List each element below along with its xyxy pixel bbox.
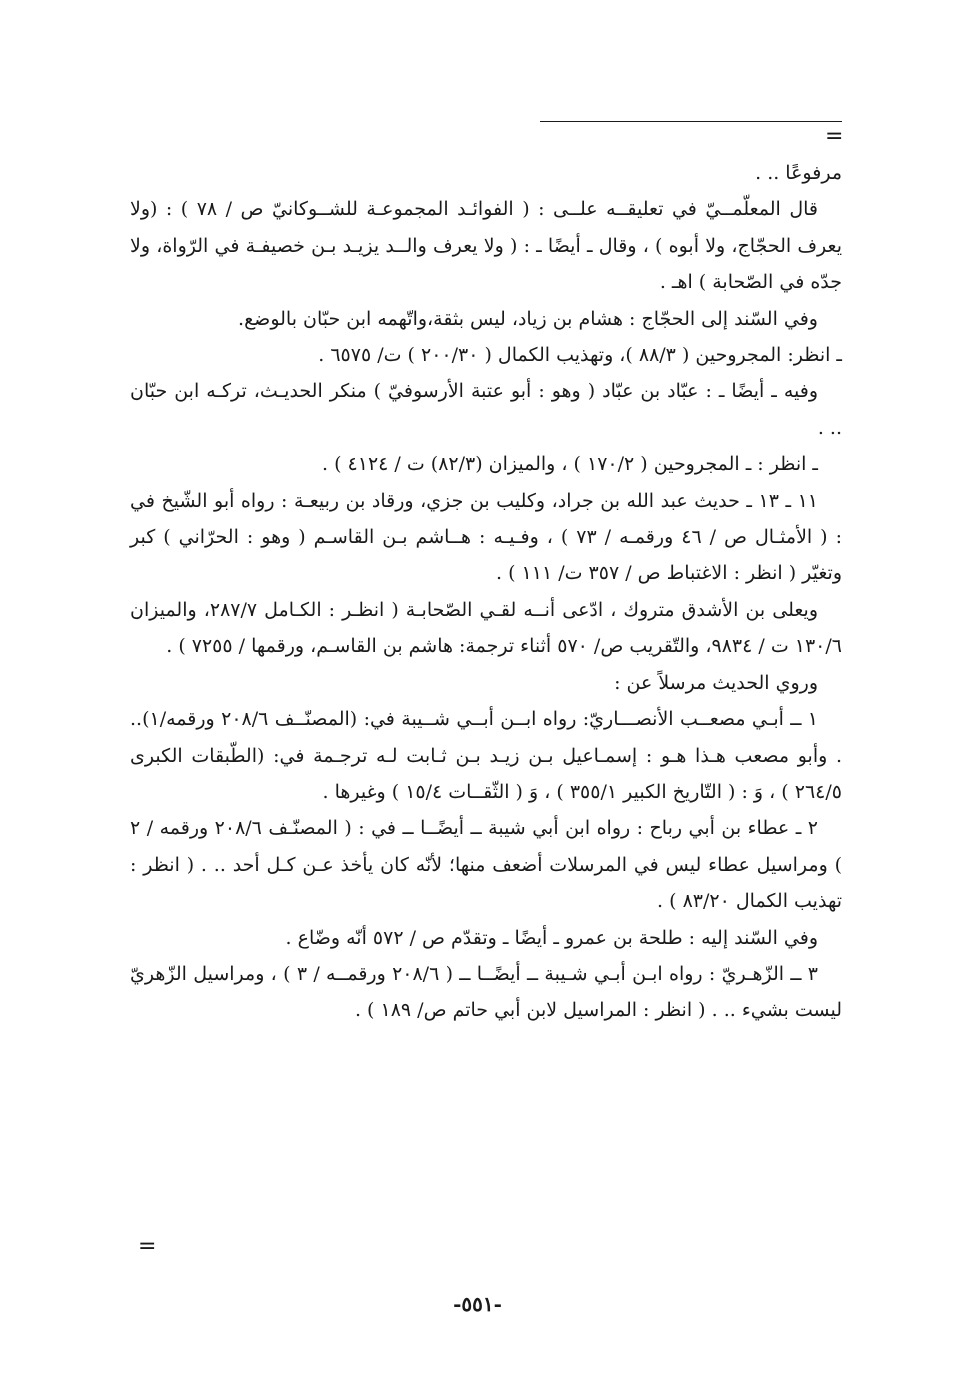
paragraph: قال المعلّمــيّ في تعليقــه علــى : ( الفوائـد المجموعـة للشــوكانيّ ص / ٧٨ ) : (ولا يعرف الحجّاج، ولا أبوه ) ، وقال ـ أيضًا ـ : ( ولا يعرف والــد يزيـد بـن خصيفـة في الرّواة، ولا جدّه في الصّحابة ) اهـ . [130,198,842,294]
paragraph: ٣ ــ الزّهـريّ : رواه ابـن أبـي شـيبة ــ أيضًــا ــ ( ٢٠٨/٦ ورقمــه / ٣ ) ، ومراسيل الزّهريّ ليست بشيء .. . ( انظر : المراسيل لابن أبي حاتم ص/ ١٨٩ ) . [130,962,842,1022]
paragraph: ـ انظر : ـ المجروحين ( ١٧٠/٢ ) ، والميزان (٨٢/٣) ت / ٤١٢٤ ) . [322,453,818,476]
paragraph: وفيه ـ أيضًا ـ : عبّاد بن عبّاد ( وهو : أبو عتبة الأرسوفيّ ) منكر الحديـث، تركـه ابن حبّان .. . [130,380,842,439]
paragraph: ٢ ـ عطاء بن أبي رباح : رواه ابن أبي شيبة ــ أيضًــا ــ في : ( المصنّـف ٢٠٨/٦ ورقمه / ٢ ) ومراسيل عطاء ليس في المرسلات أضعف منها؛ لأنّه كان يأخذ عـن كـل أحد .. . ( انظر : تهذيب الكمال ٨٣/٢٠ ) . [130,817,842,913]
page-number: -٥٥١- [453,1292,502,1316]
paragraph: ـ انظر: المجروحين ( ٨٨/٣ )، وتهذيب الكمال ( ٢٠٠/٣٠ ) ت/ ٦٥٧٥ . [318,344,842,367]
paragraph: مرفوعًا .. . [755,162,842,184]
footnote-separator-line [540,121,842,122]
paragraph: ١١ ـ ١٣ ـ حديث عبد الله بن جراد، وكليب بن جزي، ورقاد بن ربيعـة : رواه أبو الشّيخ في : ( الأمثـال ص / ٤٦ ورقمـه / ٧٣ ) ، وفـيـه : هــاشم بـن القاسـم ( وهو : الحرّاني ) كبر وتغيّر ( انظر : الاغتباط ص / ٣٥٧ ت/ ١١١ ) . [130,489,842,585]
paragraph: وفي السّند إليه : طلحة بن عمرو ـ أيضًا ـ وتقدّم ص / ٥٧٢ أنّه وضّاع . [285,926,818,949]
paragraph: وفي السّند إلى الحجّاج : هشام بن زياد، ليس بثقة،واتّهمه ابن حبّان بالوضع. [238,307,818,330]
paragraph: وروي الحديث مرسلاً عن : [614,671,818,694]
continuation-mark-bottom: = [138,1234,157,1259]
paragraph: ويعلى بن الأشدق متروك ، ادّعى أنــه لقـي الصّحابـة ( انظـر : الكـامل ٢٨٧/٧، والميزان ١٣٠/٦ ت / ٩٨٣٤، والتّقريب ص/ ٥٧٠ أثناء ترجمة: هاشم بن القاسـم، ورقمها / ٧٢٥٥ ) . [130,598,842,658]
continuation-mark-top: = [825,124,844,149]
paragraph: ١ ــ أبـي مصعــب الأنصـــاريّ: رواه ابــن أبــي شــيبة في: (المصنّــف ٢٠٨/٦ ورقمه/١).. . وأبو مصعب هـذا هـو : إسمـاعيل بـن زيـد بـن ثـابت لـه ترجـمة في: (الطّبقات الكبرى ٢٦٤/٥ ) ، وَ : ( التّاريخ الكبير ٣٥٥/١ ) ، وَ ( الثّقــات ١٥/٤ ) وغيرها . [130,708,842,803]
footnote-text-block [130,155,842,1029]
